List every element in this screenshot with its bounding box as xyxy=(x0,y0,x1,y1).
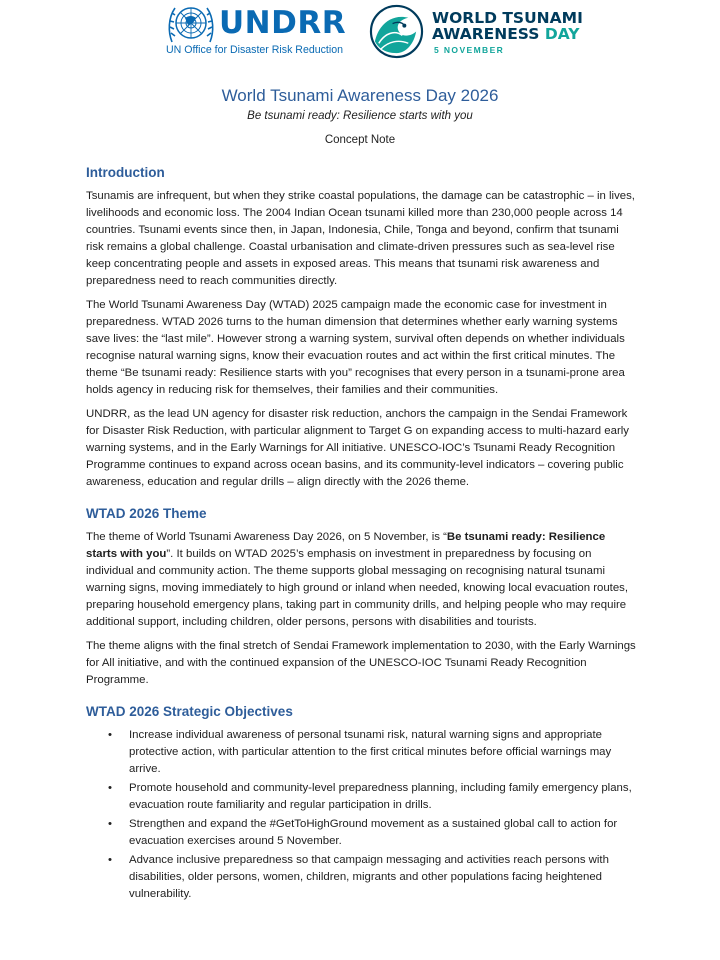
bullet-icon: • xyxy=(108,782,112,794)
theme-paragraph-1 xyxy=(86,529,638,631)
document-subtitle: Be tsunami ready: Resilience starts with you xyxy=(247,110,473,122)
wtad-wordmark-awareness: AWARENESS xyxy=(432,25,540,43)
tsunami-wave-logo-icon xyxy=(369,4,424,59)
introduction-paragraph-1: Tsunamis are infrequent, but when they strike coastal populations, the damage can be catastrophic – in lives, livelihoods and economic loss. The 2004 Indian Ocean tsunami killed more than 230,000 people across 14 countries. Tsunami events since then, in Japan, Indonesia, Chile, Tonga and beyond, confirm that tsunami risk remains a global challenge. Coastal urbanisation and climate-driven pressures such as sea-level rise keep concentrating people and assets in exposed areas. This means that tsunami risk awareness and preparedness need to reach communities directly. xyxy=(86,190,635,287)
objective-item xyxy=(86,727,638,778)
objective-item xyxy=(86,780,638,814)
bullet-icon: • xyxy=(108,729,112,741)
undrr-wordmark: UNDRR xyxy=(219,5,347,41)
theme-paragraph-2: The theme aligns with the final stretch of Sendai Framework implementation to 2030, with the Early Warnings for All initiative, and with the continued expansion of the UNESCO-IOC Tsunami Ready Recognition Programme. xyxy=(86,640,636,686)
document-body xyxy=(86,164,638,905)
objective-text: Advance inclusive preparedness so that campaign messaging and activities reach persons with disabilities, older persons, women, children, migrants and other populations facing heightened vulnerability. xyxy=(129,854,609,900)
introduction-paragraph-2: The World Tsunami Awareness Day (WTAD) 2025 campaign made the economic case for investment in preparedness. WTAD 2026 turns to the human dimension that determines whether early warning systems save lives: the “last mile”. However strong a warning system, survival often depends on whether individuals recognise natural warning signs, know their evacuation routes and act within the first critical minutes. The theme “Be tsunami ready: Resilience starts with you” recognises that every person in a tsunami-prone area holds agency in reducing risk for themselves, their families and their communities. xyxy=(86,299,625,396)
objective-text: Promote household and community-level preparedness planning, including family emergency plans, evacuation route familiarity and regular participation in drills. xyxy=(129,782,632,811)
wtad-date: 5 NOVEMBER xyxy=(434,45,505,55)
theme-bold-text: Be tsunami ready: Resilience starts with you xyxy=(86,531,606,560)
objective-text: Increase individual awareness of personal tsunami risk, natural warning signs and appropriate protective action, with particular attention to the first critical minutes before official warnings may arrive. xyxy=(129,729,612,775)
wtad-wordmark-day: DAY xyxy=(544,25,580,43)
wtad-wordmark-line1: WORLD TSUNAMI xyxy=(432,9,583,27)
objective-item xyxy=(86,852,638,903)
theme-heading: WTAD 2026 Theme xyxy=(86,506,207,521)
bullet-icon: • xyxy=(108,854,112,866)
logo-bar xyxy=(0,2,720,60)
un-emblem-icon xyxy=(166,2,216,46)
objective-item xyxy=(86,816,638,850)
theme-text-before: The theme of World Tsunami Awareness Day 2026, on 5 November, is “ xyxy=(86,531,447,543)
objectives-list xyxy=(86,727,638,903)
introduction-paragraph-3: UNDRR, as the lead UN agency for disaster risk reduction, anchors the campaign in the Sendai Framework for Disaster Risk Reduction, with particular alignment to Target G on expanding access to multi-hazard early warning systems, and in the Early Warnings for All initiative. UNESCO-IOC’s Tsunami Ready Recognition Programme continues to expand across ocean basins, and its community-level indicators – covering public awareness, education and regular drills – align directly with the 2026 theme. xyxy=(86,408,629,488)
document-title: World Tsunami Awareness Day 2026 xyxy=(221,86,499,105)
wtad-wordmark-line2 xyxy=(432,26,579,42)
objectives-heading: WTAD 2026 Strategic Objectives xyxy=(86,704,293,719)
theme-text-after: ”. It builds on WTAD 2025’s emphasis on investment in preparedness by focusing on individual and community action. The theme supports global messaging on recognising natural tsunami warning signs, moving immediately to high ground or inland when needed, knowing local evacuation routes, preparing household emergency plans, taking part in community drills, and helping people who may require additional support, including children, older persons, persons with disabilities and tourists. xyxy=(86,548,629,628)
bullet-icon: • xyxy=(108,818,112,830)
undrr-subtitle: UN Office for Disaster Risk Reduction xyxy=(166,44,344,56)
introduction-heading: Introduction xyxy=(86,165,165,180)
objective-text: Strengthen and expand the #GetToHighGround movement as a sustained global call to action for evacuation exercises around 5 November. xyxy=(129,818,618,847)
document-type: Concept Note xyxy=(324,134,396,146)
